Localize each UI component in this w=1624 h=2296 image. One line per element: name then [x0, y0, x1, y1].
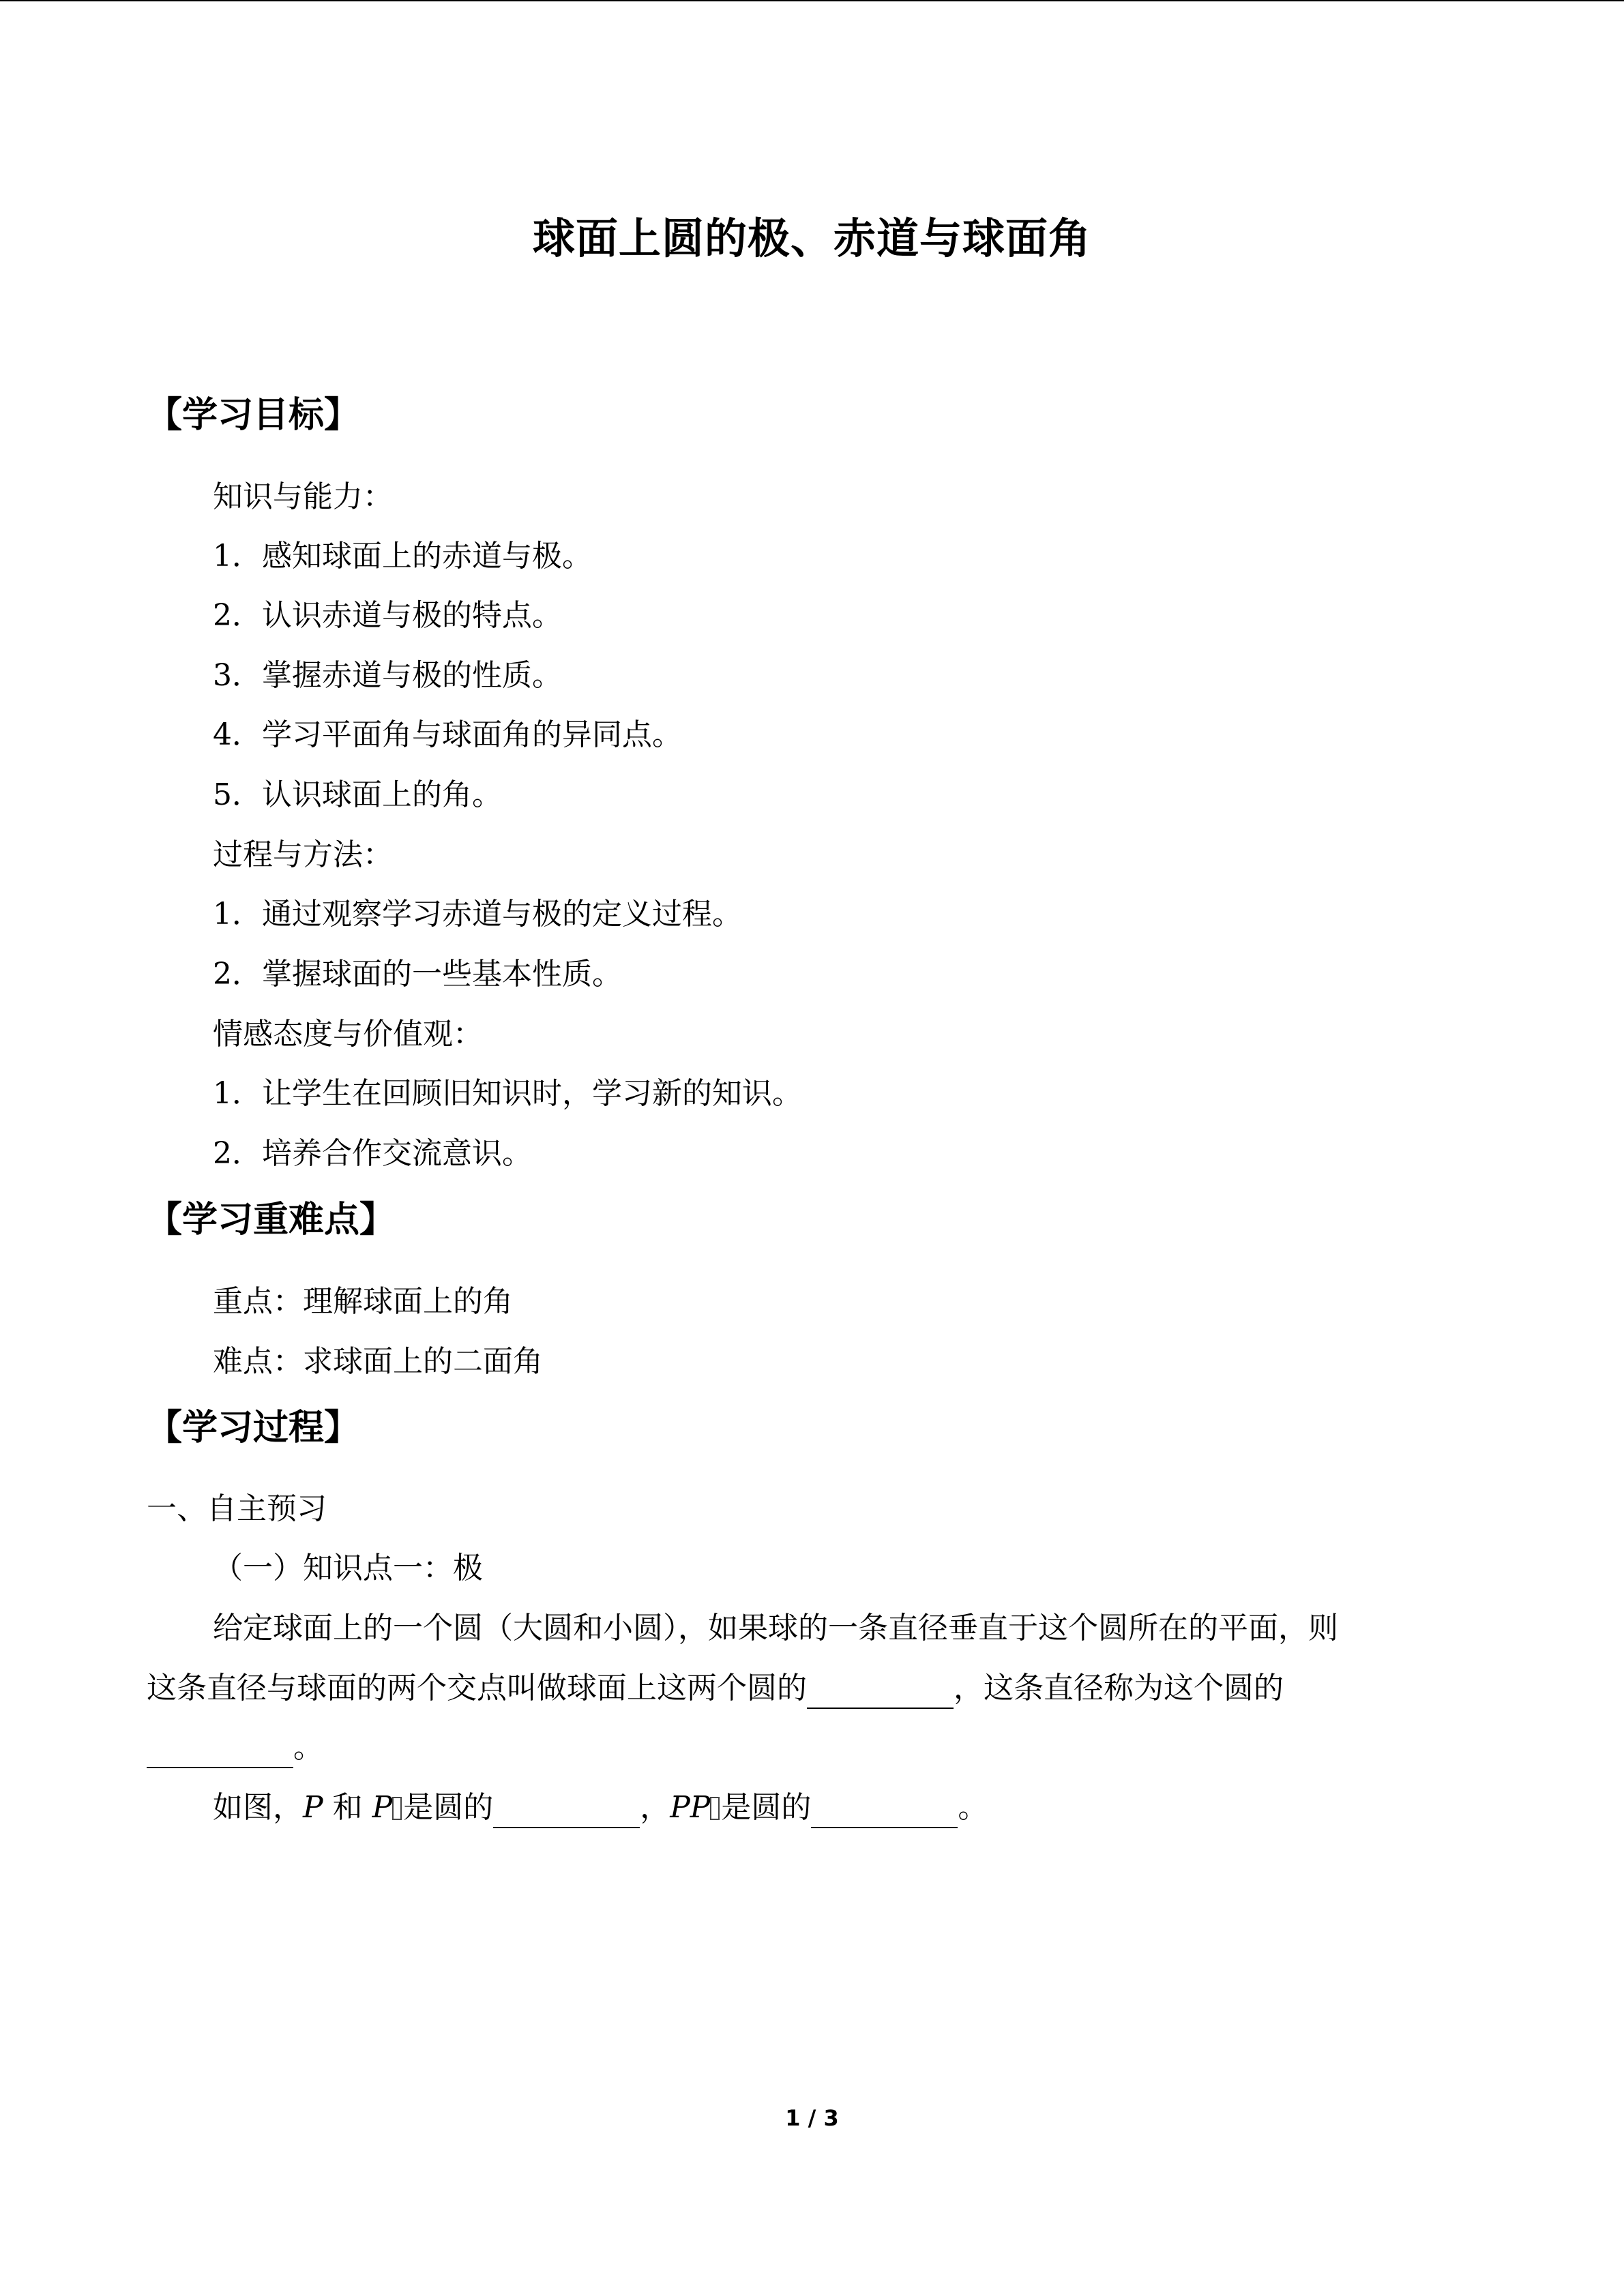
process-label: 过程与方法：	[213, 837, 393, 872]
figure-text: 。	[958, 1790, 988, 1825]
emotion-item: 1．让学生在回顾旧知识时，学习新的知识。	[213, 1076, 802, 1111]
knowledge-label: 知识与能力：	[213, 479, 393, 514]
prime-mark	[710, 1797, 720, 1820]
page-title: 球面上圆的极、赤道与球面角	[532, 213, 1091, 263]
paragraph-line	[147, 1727, 323, 1768]
fill-blank[interactable]	[147, 1733, 293, 1768]
figure-line	[213, 1787, 988, 1828]
knowledge-item: 3．掌握赤道与极的性质。	[213, 658, 562, 693]
paragraph-text: 这条直径与球面的两个交点叫做球面上这两个圆的	[147, 1671, 807, 1705]
knowledge-item: 5．认识球面上的角。	[213, 777, 502, 812]
paragraph-line: 给定球面上的一个圆（大圆和小圆），如果球的一条直径垂直于这个圆所在的平面，则	[213, 1611, 1338, 1645]
key-points-heading: 【学习重难点】	[147, 1199, 396, 1240]
figure-text: 如图，	[213, 1790, 303, 1825]
process-item: 2．掌握球面的一些基本性质。	[213, 957, 622, 992]
fill-blank[interactable]	[811, 1793, 958, 1828]
objectives-heading: 【学习目标】	[147, 395, 360, 436]
fill-blank[interactable]	[493, 1793, 640, 1828]
figure-text: 是圆的	[721, 1790, 812, 1825]
point-p-prime: P	[372, 1790, 393, 1825]
knowledge-item: 4．学习平面角与球面角的异同点。	[213, 717, 682, 752]
figure-text: 和	[323, 1790, 372, 1825]
emotion-item: 2．培养合作交流意识。	[213, 1136, 532, 1171]
segment-pp: PP	[670, 1790, 711, 1825]
process-item: 1．通过观察学习赤道与极的定义过程。	[213, 897, 742, 931]
part-one-label: 一、自主预习	[147, 1491, 327, 1526]
paragraph-text: ，这条直径称为这个圆的	[954, 1671, 1284, 1705]
paragraph-line	[147, 1668, 1284, 1709]
knowledge-point-label: （一）知识点一：极	[213, 1551, 483, 1585]
figure-text: ，	[640, 1790, 670, 1825]
prime-mark	[392, 1797, 402, 1820]
knowledge-item: 2．认识赤道与极的特点。	[213, 598, 562, 633]
knowledge-item: 1．感知球面上的赤道与极。	[213, 539, 592, 573]
focus-text: 重点：理解球面上的角	[213, 1284, 513, 1319]
paragraph-text: 。	[293, 1730, 323, 1765]
difficulty-text: 难点：求球面上的二面角	[213, 1344, 543, 1379]
emotion-label: 情感态度与价值观：	[213, 1017, 483, 1052]
process-heading: 【学习过程】	[147, 1407, 360, 1448]
point-p: P	[303, 1790, 323, 1825]
page-number: 1 / 3	[785, 2105, 839, 2131]
fill-blank[interactable]	[807, 1673, 954, 1709]
figure-text: 是圆的	[403, 1790, 494, 1825]
